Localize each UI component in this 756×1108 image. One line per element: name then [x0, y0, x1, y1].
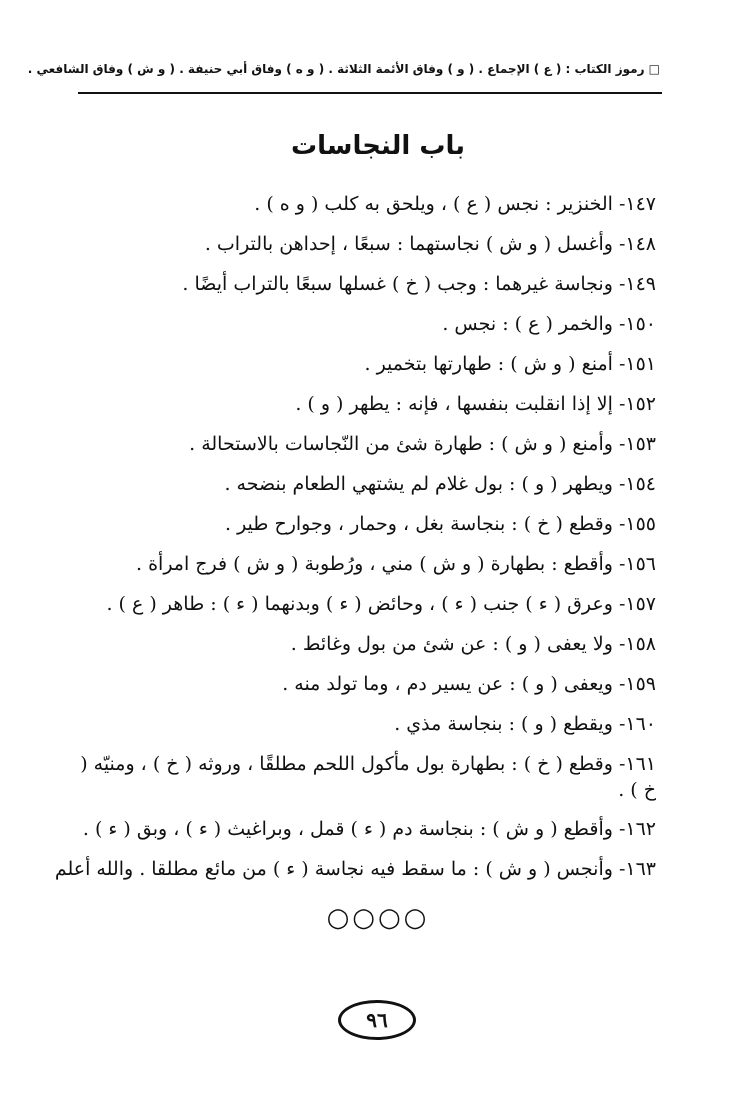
list-item [80, 224, 656, 264]
entry-text: أمنع ( و ش ) : طهارتها بتخمير . [364, 353, 613, 375]
entry-text: وعرق ( ء ) جنب ( ء ) ، وحائض ( ء ) وبدنهما ( ء ) : طاهر ( ع ) . [106, 593, 613, 615]
entry-number: ١٥٠- [618, 313, 656, 335]
entry-number: ١٥٩- [618, 673, 656, 695]
entry-number: ١٥٥- [618, 513, 656, 535]
list-item [80, 424, 656, 464]
list-item [80, 184, 656, 224]
chapter-title: باب النجاسات [291, 131, 465, 161]
list-item [80, 544, 656, 584]
entry-text: ونجاسة غيرهما : وجب ( خ ) غسلها سبعًا بالتراب أيضًا . [182, 273, 613, 295]
list-item [80, 264, 656, 304]
entry-text: وقطع ( خ ) : بطهارة بول مأكول اللحم مطلقًا ، وروثه ( خ ) ، ومنيّه ( خ ) . [80, 753, 656, 801]
entry-number: ١٥٨- [618, 633, 656, 655]
entry-number: ١٦٢- [618, 818, 656, 840]
list-item [80, 304, 656, 344]
entry-number: ١٥٤- [618, 473, 656, 495]
entry-number: ١٦٠- [618, 713, 656, 735]
list-item [80, 584, 656, 624]
list-item [80, 384, 656, 424]
list-item [80, 809, 656, 849]
list-item [80, 344, 656, 384]
entry-text: وأمنع ( و ش ) : طهارة شئ من النّجاسات بالاستحالة . [189, 433, 613, 455]
entry-text: ويطهر ( و ) : بول غلام لم يشتهي الطعام بنضحه . [224, 473, 613, 495]
entry-text: ولا يعفى ( و ) : عن شئ من بول وغائط . [290, 633, 613, 655]
entry-text: وقطع ( خ ) : بنجاسة بغل ، وحمار ، وجوارح طير . [224, 513, 613, 535]
section-end-ornament: ○○○○ [326, 903, 430, 933]
entry-number: ١٥١- [618, 353, 656, 375]
list-item [80, 744, 656, 809]
entry-text: وأقطع : بطهارة ( و ش ) مني ، ورُطوبة ( و ش ) فرج امرأة . [136, 553, 613, 575]
entry-text: ويعفى ( و ) : عن يسير دم ، وما تولد منه . [282, 673, 613, 695]
entry-number: ١٥٦- [618, 553, 656, 575]
list-item [80, 504, 656, 544]
entry-number: ١٥٣- [618, 433, 656, 455]
book-symbols-header: □ رموز الكتاب : ( ع ) الإجماع . ( و ) وفاق الأئمة الثلاثة . ( و ه ) وفاق أبي حنيفة . ( و ش ) وفاق الشافعي . [27, 62, 660, 76]
list-item [54, 849, 656, 889]
page-number: ٩٦ [366, 1008, 388, 1032]
list-item [80, 464, 656, 504]
entry-text: ويقطع ( و ) : بنجاسة مذي . [394, 713, 613, 735]
list-item [80, 704, 656, 744]
list-item [80, 624, 656, 664]
entry-number: ١٦١- [618, 753, 656, 775]
entry-text: وأنجس ( و ش ) : ما سقط فيه نجاسة ( ء ) من مائع مطلقا . والله أعلم [54, 858, 613, 880]
entry-text: والخمر ( ع ) : نجس . [442, 313, 613, 335]
entry-text: إلا إذا انقلبت بنفسها ، فإنه : يطهر ( و ) . [295, 393, 613, 415]
entry-number: ١٤٩- [618, 273, 656, 295]
header-divider [78, 92, 662, 94]
entry-number: ١٤٨- [618, 233, 656, 255]
entry-number: ١٤٧- [618, 193, 656, 215]
rulings-list [54, 184, 656, 889]
entry-text: الخنزير : نجس ( ع ) ، ويلحق به كلب ( و ه ) . [254, 193, 613, 215]
entry-text: وأقطع ( و ش ) : بنجاسة دم ( ء ) قمل ، وبراغيث ( ء ) ، وبق ( ء ) . [82, 818, 613, 840]
entry-number: ١٦٣- [618, 858, 656, 880]
list-item [80, 664, 656, 704]
page-number-badge [338, 1000, 416, 1040]
entry-number: ١٥٢- [618, 393, 656, 415]
entry-number: ١٥٧- [618, 593, 656, 615]
entry-text: وأغسل ( و ش ) نجاستهما : سبعًا ، إحداهن بالتراب . [204, 233, 613, 255]
